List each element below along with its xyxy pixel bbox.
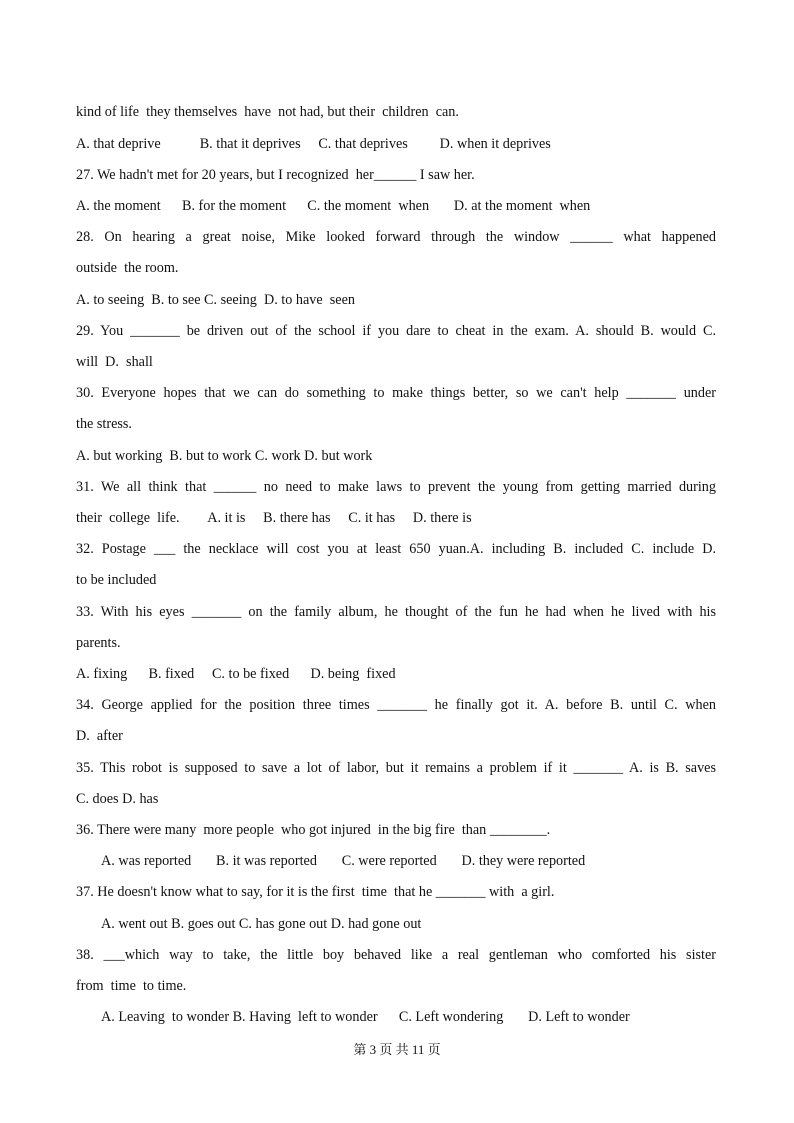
q34-question-line2: D. after bbox=[76, 728, 123, 744]
q32-question-line2: to be included bbox=[76, 572, 157, 588]
q33-options: A. fixing B. fixed C. to be fixed D. being fixed bbox=[76, 666, 396, 682]
q36-options: A. was reported B. it was reported C. were reported D. they were reported bbox=[101, 853, 586, 869]
q28-question-line1: 28. On hearing a great noise, Mike looked forward through the window ______ what happened bbox=[76, 229, 716, 245]
page-number-footer: 第 3 页 共 11 页 bbox=[353, 1042, 441, 1057]
q38-question-line2: from time to time. bbox=[76, 978, 187, 994]
q26-question-end: kind of life they themselves have not had, but their children can. bbox=[76, 104, 459, 120]
q27-question: 27. We hadn't met for 20 years, but I recognized her______ I saw her. bbox=[76, 167, 475, 183]
q29-question-line2: will D. shall bbox=[76, 354, 153, 370]
q30-options: A. but working B. but to work C. work D. but work bbox=[76, 448, 373, 464]
q33-question-line2: parents. bbox=[76, 635, 121, 651]
q28-options: A. to seeing B. to see C. seeing D. to have seen bbox=[76, 292, 355, 308]
q31-question-line1: 31. We all think that ______ no need to make laws to prevent the young from getting married during bbox=[76, 479, 716, 495]
q36-question: 36. There were many more people who got injured in the big fire than ________. bbox=[76, 822, 551, 838]
q26-options: A. that deprive B. that it deprives C. that deprives D. when it deprives bbox=[76, 136, 551, 152]
q35-question-line1: 35. This robot is supposed to save a lot of labor, but it remains a problem if it _______ A. is B. saves bbox=[76, 760, 716, 776]
q38-question-line1: 38. ___which way to take, the little boy behaved like a real gentleman who comforted his sister bbox=[76, 947, 716, 963]
q31-question-line2: their college life. A. it is B. there has C. it has D. there is bbox=[76, 510, 472, 526]
q37-question: 37. He doesn't know what to say, for it is the first time that he _______ with a girl. bbox=[76, 884, 555, 900]
q29-question-line1: 29. You _______ be driven out of the school if you dare to cheat in the exam. A. should B. would C. bbox=[76, 323, 716, 339]
q33-question-line1: 33. With his eyes _______ on the family album, he thought of the fun he had when he lived with his bbox=[76, 604, 716, 620]
q34-question-line1: 34. George applied for the position three times _______ he finally got it. A. before B. until C. when bbox=[76, 697, 716, 713]
q37-options: A. went out B. goes out C. has gone out D. had gone out bbox=[101, 916, 422, 932]
q28-question-line2: outside the room. bbox=[76, 260, 179, 276]
q35-question-line2: C. does D. has bbox=[76, 791, 159, 807]
q30-question-line1: 30. Everyone hopes that we can do something to make things better, so we can't help _______ under bbox=[76, 385, 716, 401]
q38-options: A. Leaving to wonder B. Having left to wonder C. Left wondering D. Left to wonder bbox=[101, 1009, 630, 1025]
q32-question-line1: 32. Postage ___ the necklace will cost you at least 650 yuan.A. including B. included C. include D. bbox=[76, 541, 716, 557]
q30-question-line2: the stress. bbox=[76, 416, 132, 432]
q27-options: A. the moment B. for the moment C. the moment when D. at the moment when bbox=[76, 198, 591, 214]
